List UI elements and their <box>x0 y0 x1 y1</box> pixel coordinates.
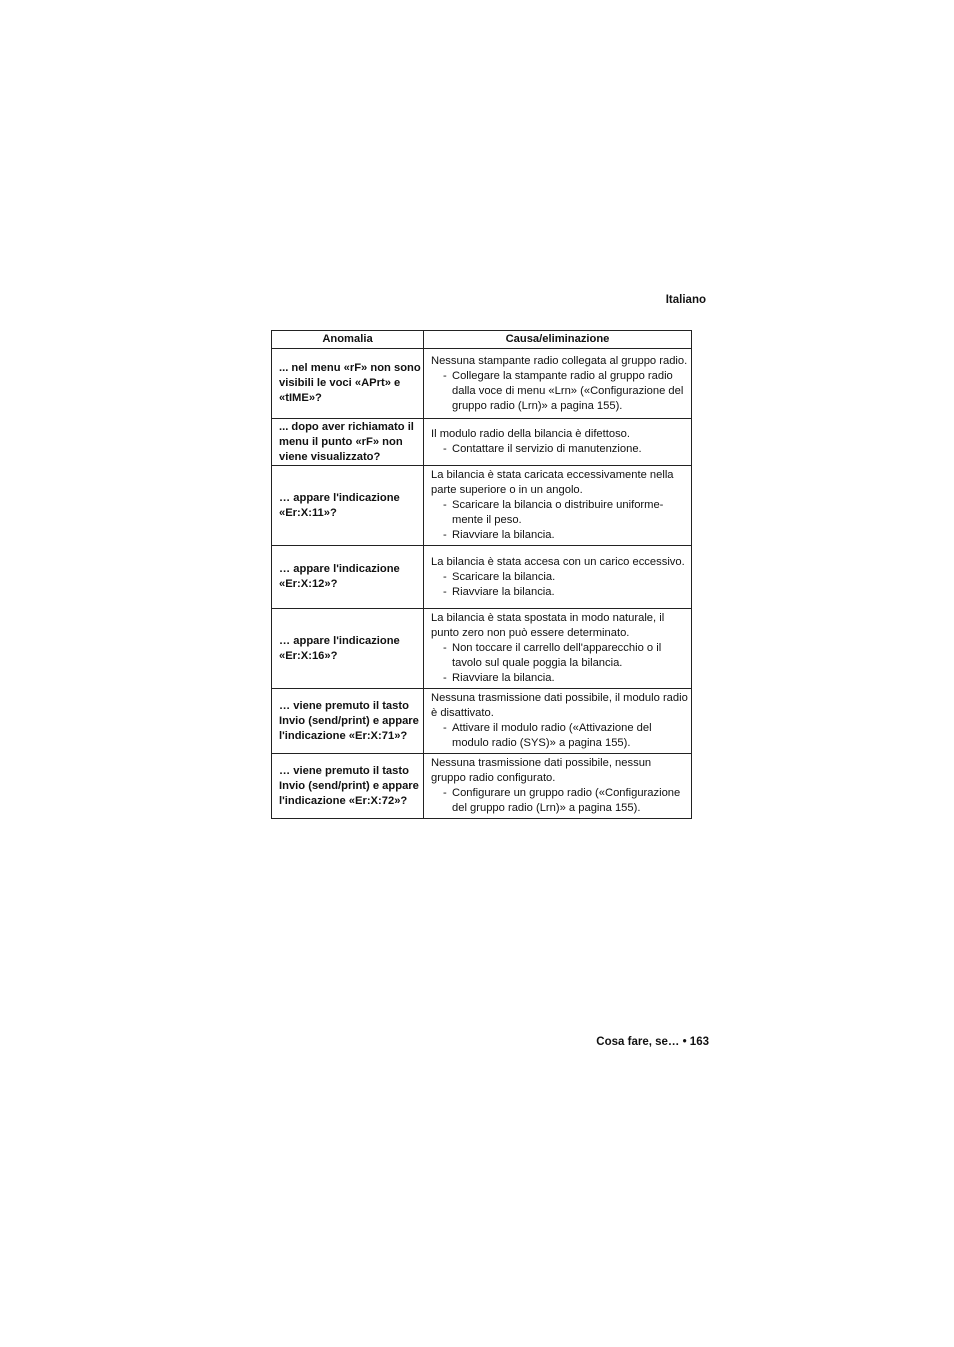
language-label: Italiano <box>665 294 706 306</box>
anomaly-cell: ... nel menu «rF» non sono visibili le voci «APrt» e «tIME»? <box>272 349 424 419</box>
table-row <box>272 754 692 819</box>
cause-cell <box>424 546 692 609</box>
cause-text: Nessuna trasmissione dati possibile, il modulo radio è disattivato. <box>431 692 688 719</box>
page-footer: Cosa fare, se… • 163 <box>596 1036 709 1048</box>
table-header-row <box>272 331 692 349</box>
cause-text: La bilancia è stata spostata in modo naturale, il punto zero non può essere determinato. <box>431 612 665 639</box>
table-row <box>272 419 692 466</box>
remedy-step: - Configurare un gruppo radio («Configurazione del gruppo radio (Lrn)» a pagina 155). <box>431 786 689 816</box>
cause-cell <box>424 689 692 754</box>
anomaly-cell: … appare l'indicazione «Er:X:11»? <box>272 466 424 546</box>
remedy-step: - Riavviare la bilancia. <box>431 585 689 600</box>
remedy-step: - Riavviare la bilancia. <box>431 528 689 543</box>
cause-cell <box>424 609 692 689</box>
cause-cell <box>424 349 692 419</box>
table-row <box>272 689 692 754</box>
anomaly-cell: … viene premuto il tasto Invio (send/print) e appare l'indicazione «Er:X:71»? <box>272 689 424 754</box>
cause-text: La bilancia è stata accesa con un carico eccessivo. <box>431 555 685 568</box>
remedy-step: - Scaricare la bilancia o distribuire uniforme- mente il peso. <box>431 498 689 528</box>
table-row <box>272 466 692 546</box>
anomaly-cell: … appare l'indicazione «Er:X:12»? <box>272 546 424 609</box>
troubleshooting-table <box>271 330 692 819</box>
remedy-step: - Collegare la stampante radio al gruppo radio dalla voce di menu «Lrn» («Configurazione del gruppo radio (Lrn)» a pagina 155). <box>431 369 689 414</box>
column-header-cause: Causa/eliminazione <box>424 331 692 349</box>
cause-text: Nessuna stampante radio collegata al gruppo radio. <box>431 354 688 367</box>
anomaly-cell: … viene premuto il tasto Invio (send/print) e appare l'indicazione «Er:X:72»? <box>272 754 424 819</box>
remedy-step: - Scaricare la bilancia. <box>431 570 689 585</box>
anomaly-cell: ... dopo aver richiamato il menu il punto «rF» non viene visualizzato? <box>272 419 424 466</box>
remedy-step: - Contattare il servizio di manutenzione. <box>431 442 689 457</box>
cause-cell <box>424 419 692 466</box>
column-header-anomaly: Anomalia <box>272 331 424 349</box>
cause-text: Nessuna trasmissione dati possibile, nessun gruppo radio configurato. <box>431 757 652 784</box>
table-row <box>272 609 692 689</box>
anomaly-cell: … appare l'indicazione «Er:X:16»? <box>272 609 424 689</box>
table-row <box>272 546 692 609</box>
remedy-step: - Non toccare il carrello dell'apparecchio o il tavolo sul quale poggia la bilancia. <box>431 641 689 671</box>
table-row <box>272 349 692 419</box>
remedy-step: - Attivare il modulo radio («Attivazione del modulo radio (SYS)» a pagina 155). <box>431 721 689 751</box>
cause-cell <box>424 754 692 819</box>
cause-cell <box>424 466 692 546</box>
cause-text: Il modulo radio della bilancia è difettoso. <box>431 428 631 440</box>
remedy-step: - Riavviare la bilancia. <box>431 671 689 686</box>
cause-text: La bilancia è stata caricata eccessivamente nella parte superiore o in un angolo. <box>431 469 674 496</box>
